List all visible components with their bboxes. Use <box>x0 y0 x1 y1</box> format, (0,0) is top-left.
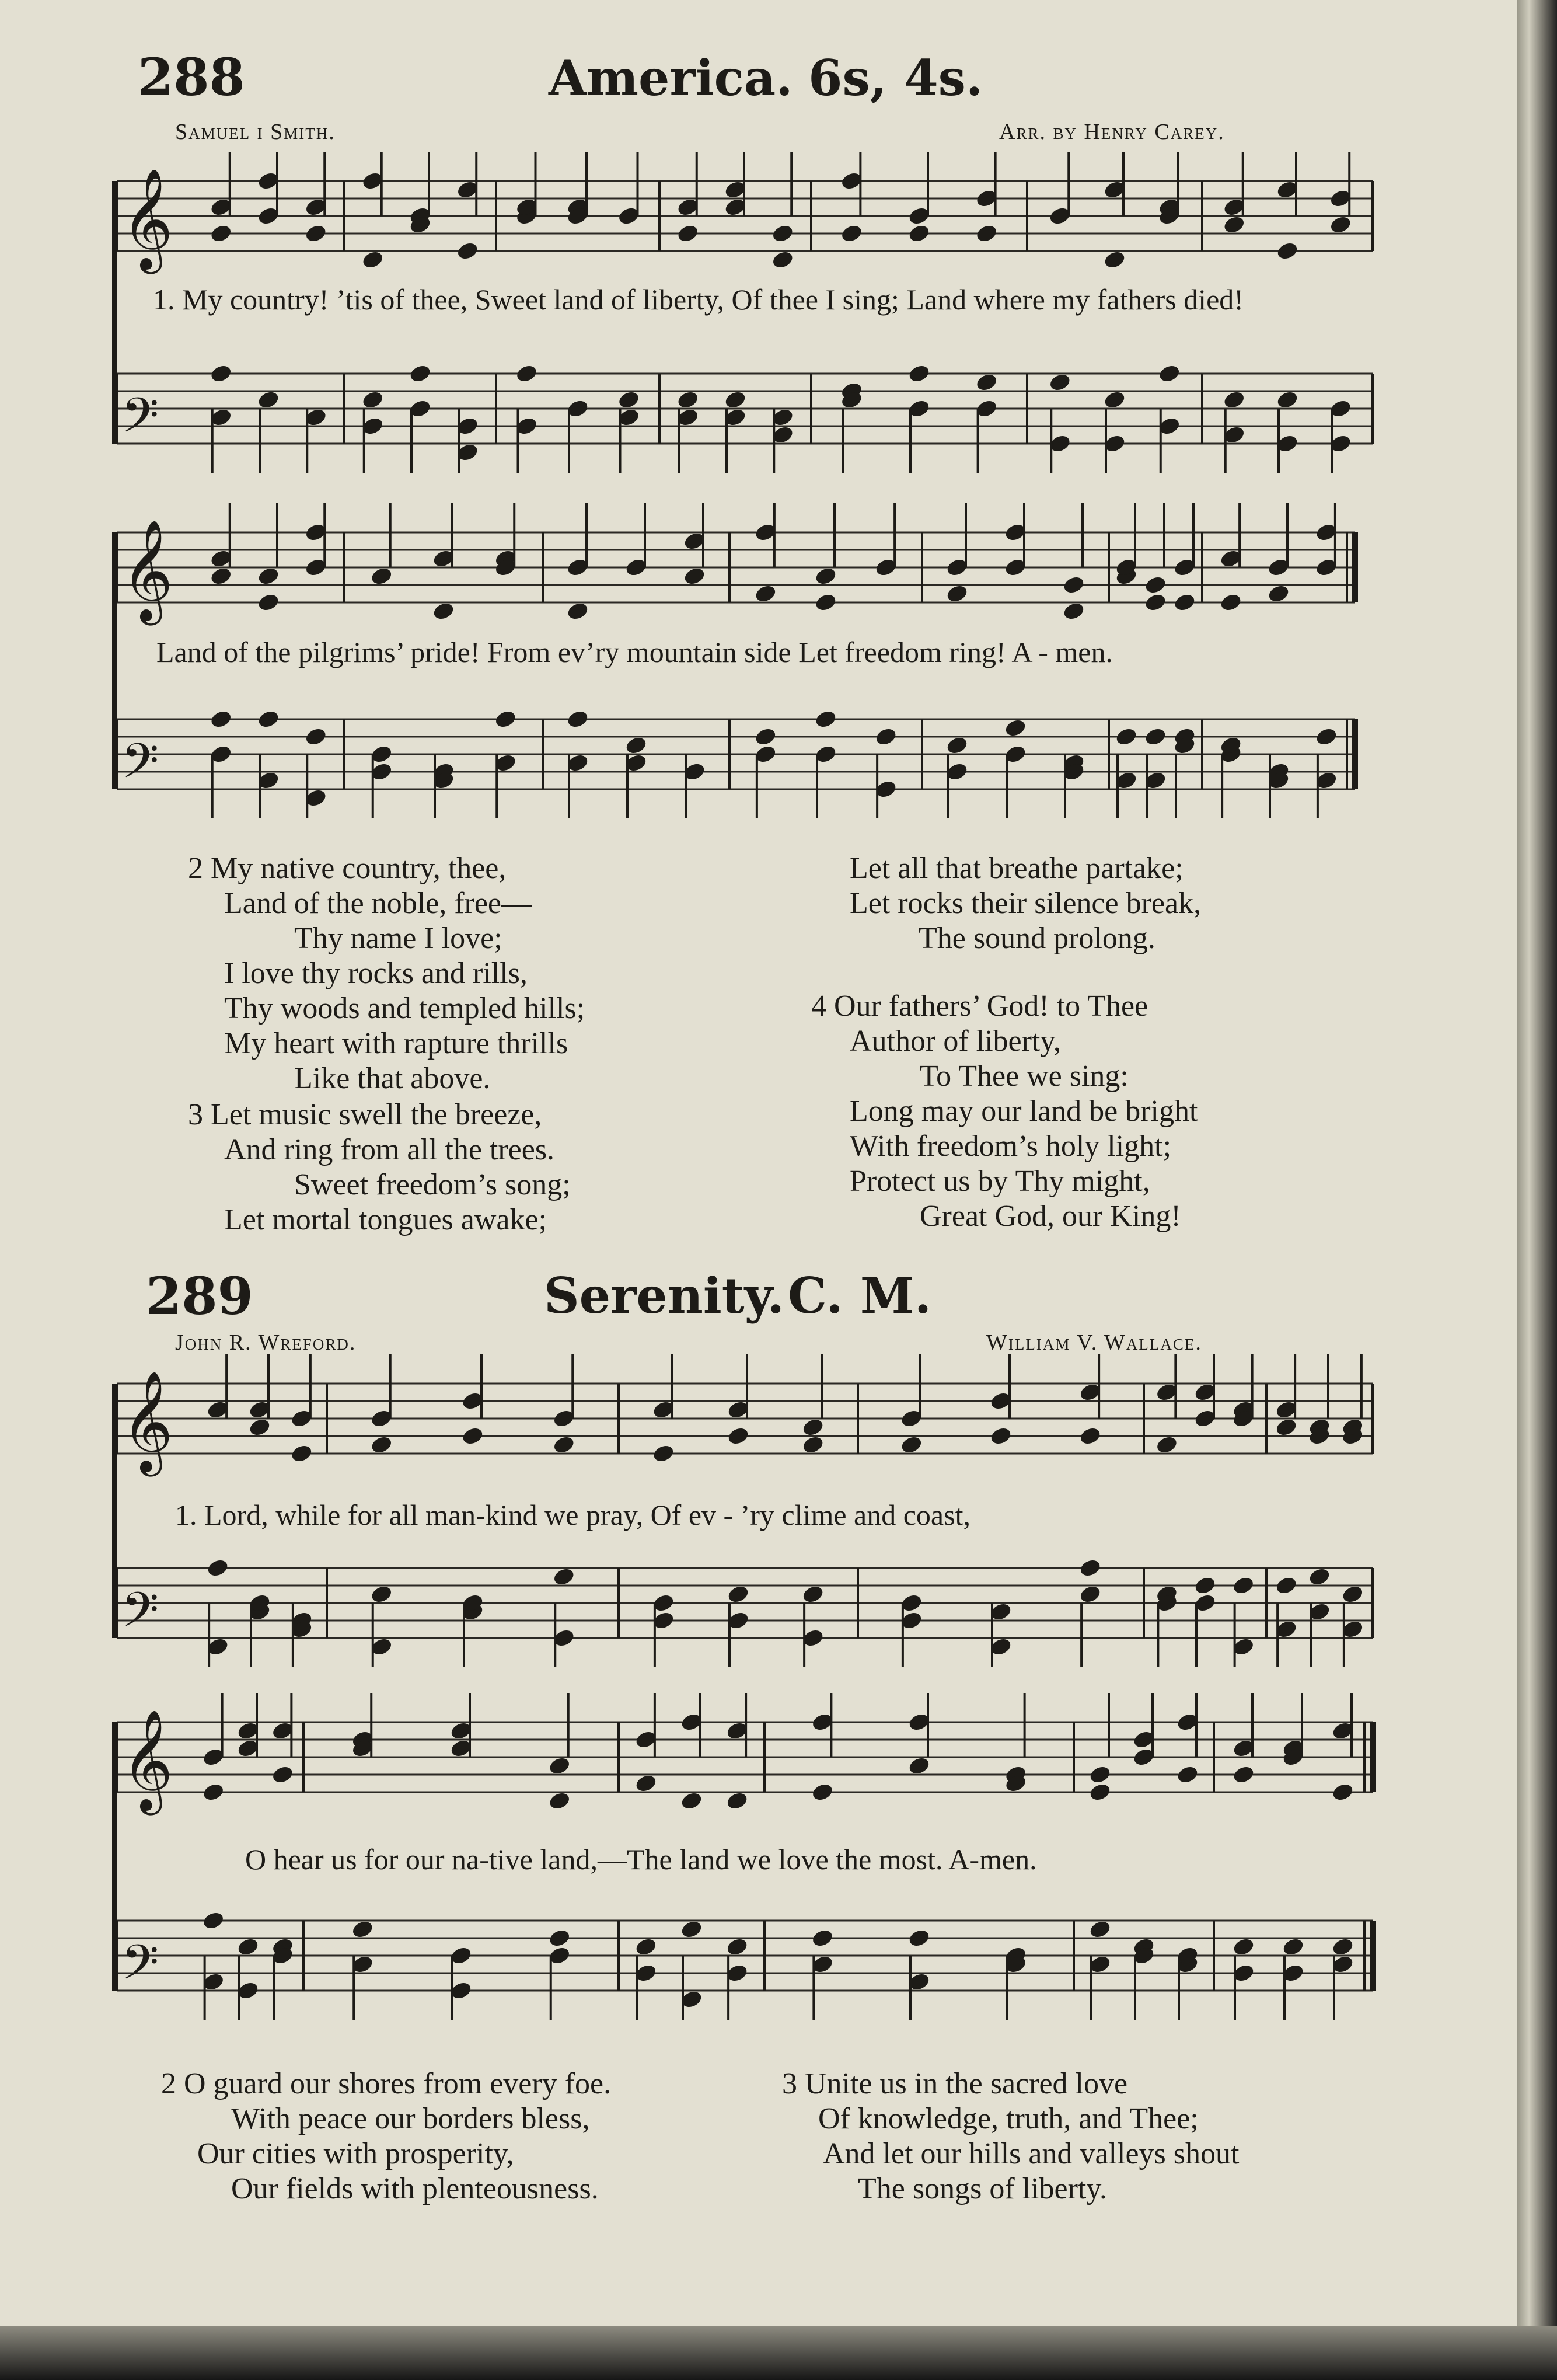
note-head <box>552 1566 576 1587</box>
stanza-line: Long may our land be bright <box>850 1095 1198 1128</box>
note-head <box>907 1928 931 1949</box>
stanza-line: Let mortal tongues awake; <box>224 1203 547 1236</box>
note-head <box>801 1417 825 1438</box>
note-head <box>907 363 931 384</box>
stanza-line: Let all that breathe partake; <box>850 852 1184 885</box>
stanza-line: And let our hills and valleys shout <box>823 2137 1240 2170</box>
note-head <box>1088 1764 1112 1785</box>
stanza-line: Protect us by Thy might, <box>850 1165 1150 1198</box>
stanza <box>782 2067 1239 2207</box>
note-head <box>409 363 432 384</box>
note-head <box>753 726 777 747</box>
note-head <box>456 241 480 262</box>
note-head <box>676 389 700 410</box>
hymn-meter: C. M. <box>788 1267 932 1325</box>
clef-icon: 𝄞 <box>121 168 173 270</box>
note-head <box>1329 214 1353 235</box>
note-head <box>1088 1782 1112 1803</box>
clef-icon: 𝄞 <box>121 1371 173 1472</box>
lyric-line: Land of the pilgrims’ pride! From ev’ry mountain side Let freedom ring! A - men. <box>156 636 1113 668</box>
stanza-line: 2 My native country, thee, <box>188 852 507 885</box>
note-head <box>1048 372 1072 393</box>
hymn-author: Samuel ı Smith. <box>175 120 336 144</box>
note-head <box>257 389 281 410</box>
note-head <box>1088 1919 1112 1940</box>
note-head <box>945 583 969 604</box>
note-head <box>1103 389 1127 410</box>
stanza <box>188 1097 571 1238</box>
note-head <box>801 1434 825 1455</box>
stanza-line: With peace our borders bless, <box>231 2102 590 2135</box>
note-head <box>1222 389 1246 410</box>
stanza-line: Thy woods and templed hills; <box>224 992 585 1025</box>
note-head <box>801 1584 825 1605</box>
note-head <box>257 566 281 587</box>
note-head <box>1232 1936 1256 1957</box>
stanza-line: To Thee we sing: <box>920 1060 1129 1093</box>
note-head <box>1231 1575 1255 1596</box>
note-head <box>271 1764 295 1785</box>
note-head <box>680 1919 704 1940</box>
stanza-line: Great God, our King! <box>920 1200 1181 1233</box>
note-head <box>1078 1557 1102 1578</box>
note-head <box>634 1936 658 1957</box>
hymn-meter: 6s, 4s. <box>808 49 983 107</box>
note-head <box>361 249 385 270</box>
stanza-line: Our fields with plenteousness. <box>231 2172 599 2205</box>
stanza-line: With freedom’s holy light; <box>850 1130 1172 1163</box>
note-head <box>1144 726 1168 747</box>
note-head <box>771 249 795 270</box>
stanza-line: 4 Our fathers’ God! to Thee <box>811 989 1148 1023</box>
stanza <box>850 851 1201 956</box>
note-head <box>566 709 590 730</box>
note-head <box>1103 249 1127 270</box>
note-head <box>209 709 233 730</box>
note-head <box>369 1434 393 1455</box>
note-head <box>1078 1584 1102 1605</box>
note-head <box>547 1790 571 1811</box>
note-head <box>206 1557 230 1578</box>
note-head <box>369 566 393 587</box>
note-head <box>209 223 233 244</box>
note-head <box>753 583 777 604</box>
note-head <box>1282 1936 1305 1957</box>
stanza <box>811 989 1198 1234</box>
note-head <box>634 1773 658 1794</box>
note-head <box>1308 1566 1332 1587</box>
note-head <box>840 223 864 244</box>
note-head <box>1331 1936 1355 1957</box>
note-head <box>874 726 898 747</box>
stanza-line: Thy name I love; <box>294 922 502 955</box>
note-head <box>945 735 969 756</box>
note-head <box>289 1443 313 1464</box>
note-head <box>1144 592 1168 613</box>
note-head <box>907 1755 931 1776</box>
note-head <box>727 1426 750 1447</box>
note-head <box>680 1790 704 1811</box>
clef-icon: 𝄢 <box>121 1934 159 2002</box>
note-head <box>552 1434 576 1455</box>
stanza-line: 3 Let music swell the breeze, <box>188 1098 542 1131</box>
clef-icon: 𝄞 <box>121 1709 173 1811</box>
hymn-author: John R. Wreford. <box>175 1330 357 1355</box>
stanza-line: 3 Unite us in the sacred love <box>782 2067 1128 2100</box>
note-head <box>725 1790 749 1811</box>
stanza-line: The songs of liberty. <box>858 2172 1107 2205</box>
note-head <box>811 1928 835 1949</box>
note-head <box>201 1782 225 1803</box>
note-head <box>1275 1417 1298 1438</box>
note-head <box>1062 574 1086 595</box>
note-head <box>432 601 456 622</box>
note-head <box>1144 574 1168 595</box>
stanza-line: Land of the noble, free— <box>224 887 532 920</box>
note-head <box>811 1782 835 1803</box>
note-head <box>727 1584 750 1605</box>
stanza-line: And ring from all the trees. <box>224 1133 555 1166</box>
note-head <box>547 1755 571 1776</box>
hymn-composer: William V. Wallace. <box>986 1330 1202 1355</box>
note-head <box>1276 389 1300 410</box>
lyric-line: 1. Lord, while for all man-kind we pray, Of ev - ’ry clime and coast, <box>175 1499 970 1531</box>
note-head <box>617 389 641 410</box>
note-head <box>989 1426 1013 1447</box>
note-head <box>651 1443 675 1464</box>
note-head <box>1340 1584 1364 1605</box>
note-head <box>975 372 999 393</box>
note-head <box>724 389 748 410</box>
note-head <box>494 709 518 730</box>
note-head <box>304 726 328 747</box>
note-head <box>304 223 328 244</box>
note-head <box>814 709 838 730</box>
stanza-line: 2 O guard our shores from every foe. <box>161 2067 612 2100</box>
note-head <box>676 223 700 244</box>
lyric-line: 1. My country! ’tis of thee, Sweet land of liberty, Of thee I sing; Land where my fathers died! <box>153 283 1244 316</box>
note-head <box>814 566 838 587</box>
note-head <box>1155 1434 1179 1455</box>
note-head <box>1193 1575 1217 1596</box>
note-head <box>1004 717 1028 738</box>
stanza-line: My heart with rapture thrills <box>224 1027 568 1060</box>
note-head <box>1173 592 1197 613</box>
note-head <box>257 592 281 613</box>
note-head <box>369 1584 393 1605</box>
note-head <box>1314 726 1338 747</box>
note-head <box>1062 601 1086 622</box>
clef-icon: 𝄢 <box>121 1581 159 1650</box>
note-head <box>201 1910 225 1931</box>
note-head <box>1276 241 1300 262</box>
note-head <box>1157 363 1181 384</box>
note-head <box>461 1426 485 1447</box>
note-head <box>1331 1782 1355 1803</box>
note-head <box>351 1919 375 1940</box>
note-head <box>975 223 999 244</box>
lyric-line: O hear us for our na-tive land,—The land we love the most. A-men. <box>245 1843 1037 1876</box>
note-head <box>1222 214 1246 235</box>
hymn-title: Serenity. <box>544 1267 785 1325</box>
note-head <box>1275 1575 1298 1596</box>
note-head <box>1078 1426 1102 1447</box>
note-head <box>1115 726 1139 747</box>
note-head <box>547 1928 571 1949</box>
stanza-line: Sweet freedom’s song; <box>294 1168 571 1201</box>
stanza-line: Of knowledge, truth, and Thee; <box>818 2102 1199 2135</box>
stanza <box>188 851 585 1096</box>
hymn-arranger: Arr. by Henry Carey. <box>999 120 1225 144</box>
hymn-number: 289 <box>146 1266 253 1326</box>
clef-icon: 𝄢 <box>121 387 159 455</box>
hymn-title: America. <box>549 49 793 107</box>
note-head <box>1232 1764 1256 1785</box>
stanza-line: The sound prolong. <box>919 922 1155 955</box>
note-head <box>899 1434 923 1455</box>
stanza-line: Our cities with prosperity, <box>197 2137 514 2170</box>
stanza-line: Author of liberty, <box>850 1025 1061 1058</box>
hymn-number: 288 <box>138 47 245 107</box>
stanza-line: I love thy rocks and rills, <box>224 957 528 990</box>
note-head <box>624 735 648 756</box>
note-head <box>248 1417 272 1438</box>
clef-icon: 𝄢 <box>121 733 159 801</box>
note-head <box>683 566 707 587</box>
note-head <box>725 1936 749 1957</box>
note-head <box>209 363 233 384</box>
clef-icon: 𝄞 <box>121 520 173 621</box>
note-head <box>907 223 931 244</box>
note-head <box>1219 592 1243 613</box>
stanza-line: Let rocks their silence break, <box>850 887 1202 920</box>
note-head <box>1176 1764 1200 1785</box>
note-head <box>236 1936 260 1957</box>
note-head <box>257 709 281 730</box>
note-head <box>209 566 233 587</box>
note-head <box>566 601 590 622</box>
stanza-line: Like that above. <box>294 1062 491 1095</box>
note-head <box>515 363 539 384</box>
note-head <box>1267 583 1291 604</box>
stanza <box>161 2067 611 2207</box>
note-head <box>814 592 838 613</box>
note-head <box>361 389 385 410</box>
note-head <box>771 223 795 244</box>
